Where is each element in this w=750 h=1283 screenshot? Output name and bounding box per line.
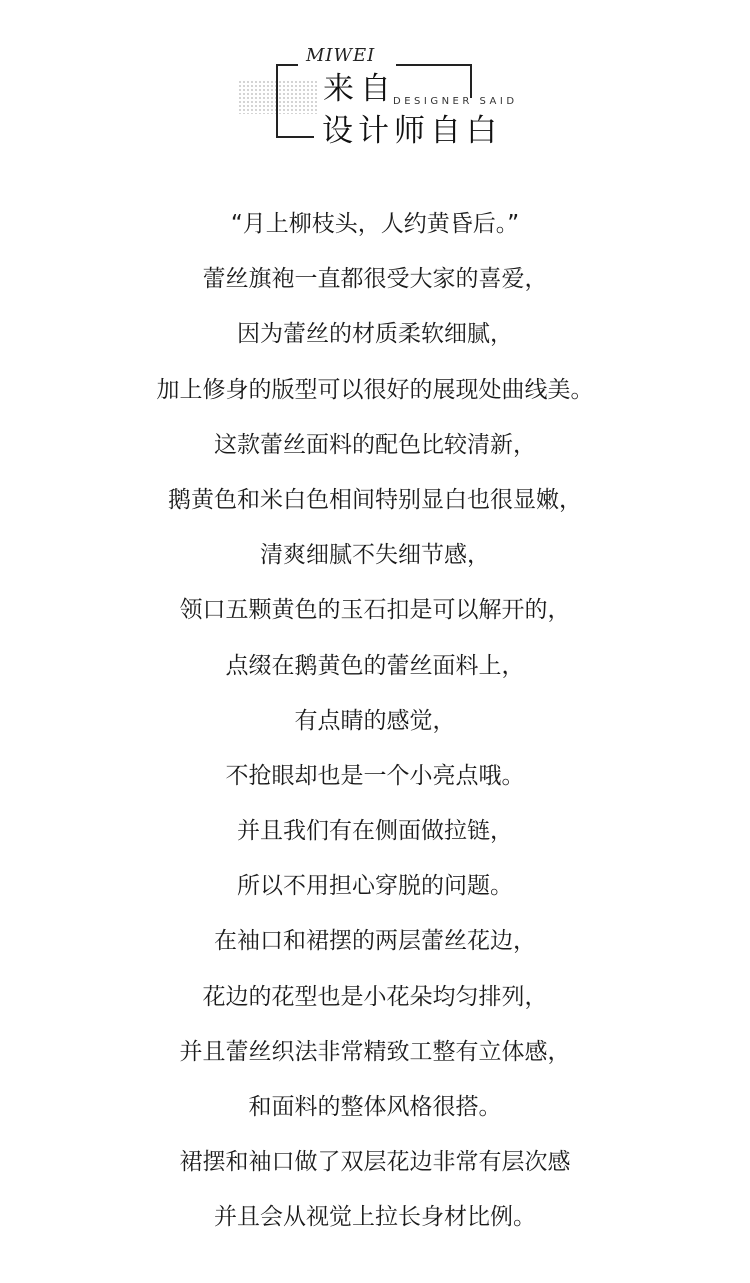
description-line: 裙摆和袖口做了双层花边非常有层次感	[179, 1149, 571, 1176]
description-line: 因为蕾丝的材质柔软细腻，	[237, 321, 513, 348]
dot-pattern-decoration	[238, 80, 318, 114]
description-line: 蕾丝旗袍一直都很受大家的喜爱，	[202, 266, 548, 293]
description-line: 花边的花型也是小花朵均匀排列，	[202, 983, 548, 1010]
description-line: “月上柳枝头，人约黄昏后。”	[230, 211, 520, 237]
frame-line	[470, 64, 472, 98]
brand-script-logo: MIWEI	[306, 45, 376, 66]
description-line: 并且会从视觉上拉长身材比例。	[214, 1204, 536, 1231]
description-line: 所以不用担心穿脱的问题。	[237, 873, 513, 900]
header-subtitle-english: DESIGNER SAID	[393, 96, 518, 107]
frame-line	[276, 64, 278, 138]
description-line: 这款蕾丝面料的配色比较清新，	[214, 431, 536, 458]
frame-line	[396, 64, 472, 66]
header-title-line1: 来自	[323, 71, 397, 107]
designer-description	[0, 200, 750, 1249]
designer-said-header	[0, 0, 750, 170]
header-title-line2: 设计师自白	[322, 113, 502, 149]
description-line: 并且我们有在侧面做拉链，	[237, 818, 513, 845]
description-line: 领口五颗黄色的玉石扣是可以解开的，	[179, 597, 571, 624]
description-line: 清爽细腻不失细节感，	[260, 542, 490, 569]
description-line: 有点睛的感觉，	[294, 707, 456, 734]
description-line: 在袖口和裙摆的两层蕾丝花边，	[214, 928, 536, 955]
description-line: 点缀在鹅黄色的蕾丝面料上，	[225, 652, 525, 679]
description-line: 加上修身的版型可以很好的展现处曲线美。	[156, 376, 594, 403]
description-line: 不抢眼却也是一个小亮点哦。	[225, 762, 525, 789]
description-line: 鹅黄色和米白色相间特别显白也很显嫩，	[168, 486, 582, 513]
frame-line	[276, 64, 298, 66]
description-line: 并且蕾丝织法非常精致工整有立体感，	[179, 1038, 571, 1065]
description-line: 和面料的整体风格很搭。	[248, 1094, 502, 1120]
frame-line	[276, 136, 314, 138]
